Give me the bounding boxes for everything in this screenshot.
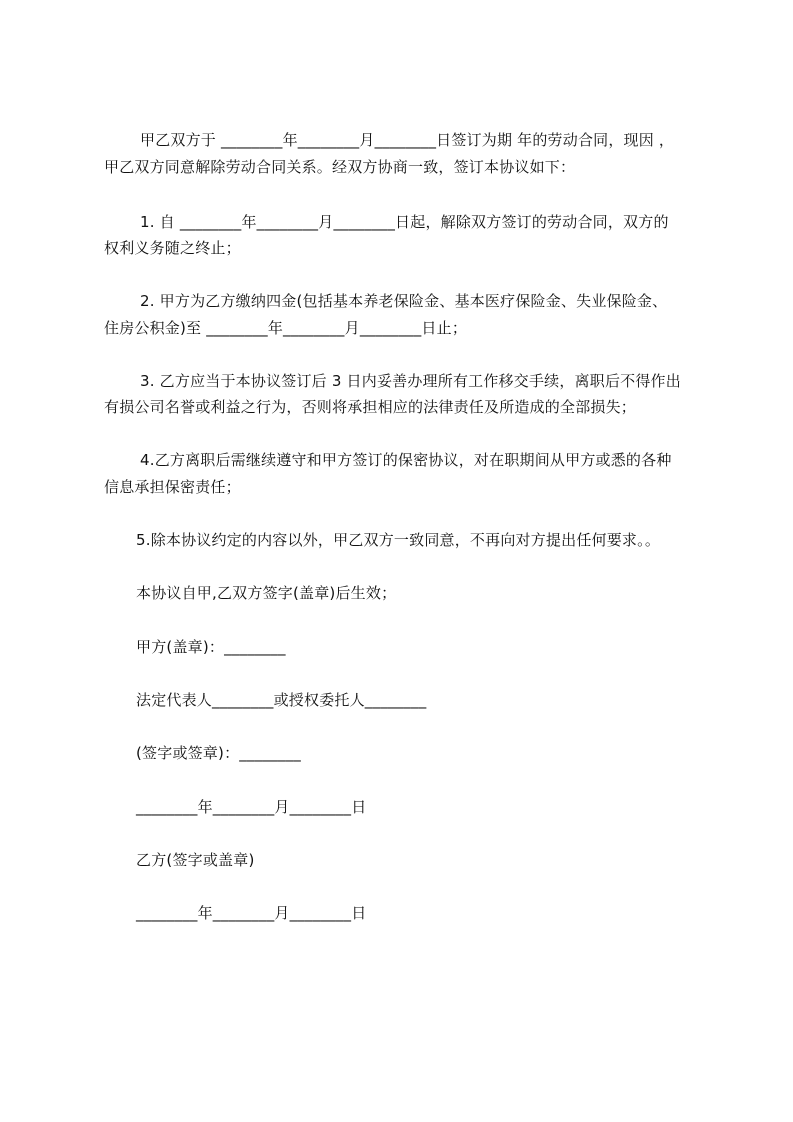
intro-line-2: 甲乙双方同意解除劳动合同关系。经双方协商一致，签订本协议如下： [104, 158, 576, 176]
clause-3-line-2: 有损公司名誉或利益之行为，否则将承担相应的法律责任及所造成的全部损失； [104, 398, 637, 416]
effective-statement: 本协议自甲,乙双方签字(盖章)后生效； [136, 584, 397, 602]
party-b-seal: 乙方(签字或盖章) [136, 851, 255, 869]
clause-2-line-2: 住房公积金)至 ________年________月________日止； [104, 319, 468, 337]
clause-4-line-1: 4.乙方离职后需继续遵守和甲方签订的保密协议，对在职期间从甲方或悉的各种 [140, 451, 672, 469]
clause-1-line-2: 权利义务随之终止； [104, 239, 241, 257]
clause-2-line-1: 2. 甲方为乙方缴纳四金(包括基本养老保险金、基本医疗保险金、失业保险金、 [140, 292, 668, 310]
clause-4-line-2: 信息承担保密责任； [104, 478, 241, 496]
intro-line-1: 甲乙双方于 ________年________月________日签订为期 年的劳动合同，现因 ， [140, 131, 675, 149]
party-a-representative: 法定代表人________或授权委托人________ [136, 691, 427, 709]
party-b-date: ________年________月________日 [136, 904, 367, 922]
clause-5-line-1: 5.除本协议约定的内容以外，甲乙双方一致同意，不再向对方提出任何要求。。 [136, 531, 661, 549]
party-a-signature: (签字或签章)：________ [136, 744, 301, 762]
clause-1-line-1: 1. 自 ________年________月________日起，解除双方签订的劳动合同，双方的 [140, 213, 669, 231]
clause-3-line-1: 3. 乙方应当于本协议签订后 3 日内妥善办理所有工作移交手续，离职后不得作出 [140, 372, 681, 390]
party-a-date: ________年________月________日 [136, 798, 367, 816]
party-a-seal: 甲方(盖章)：________ [136, 638, 286, 656]
